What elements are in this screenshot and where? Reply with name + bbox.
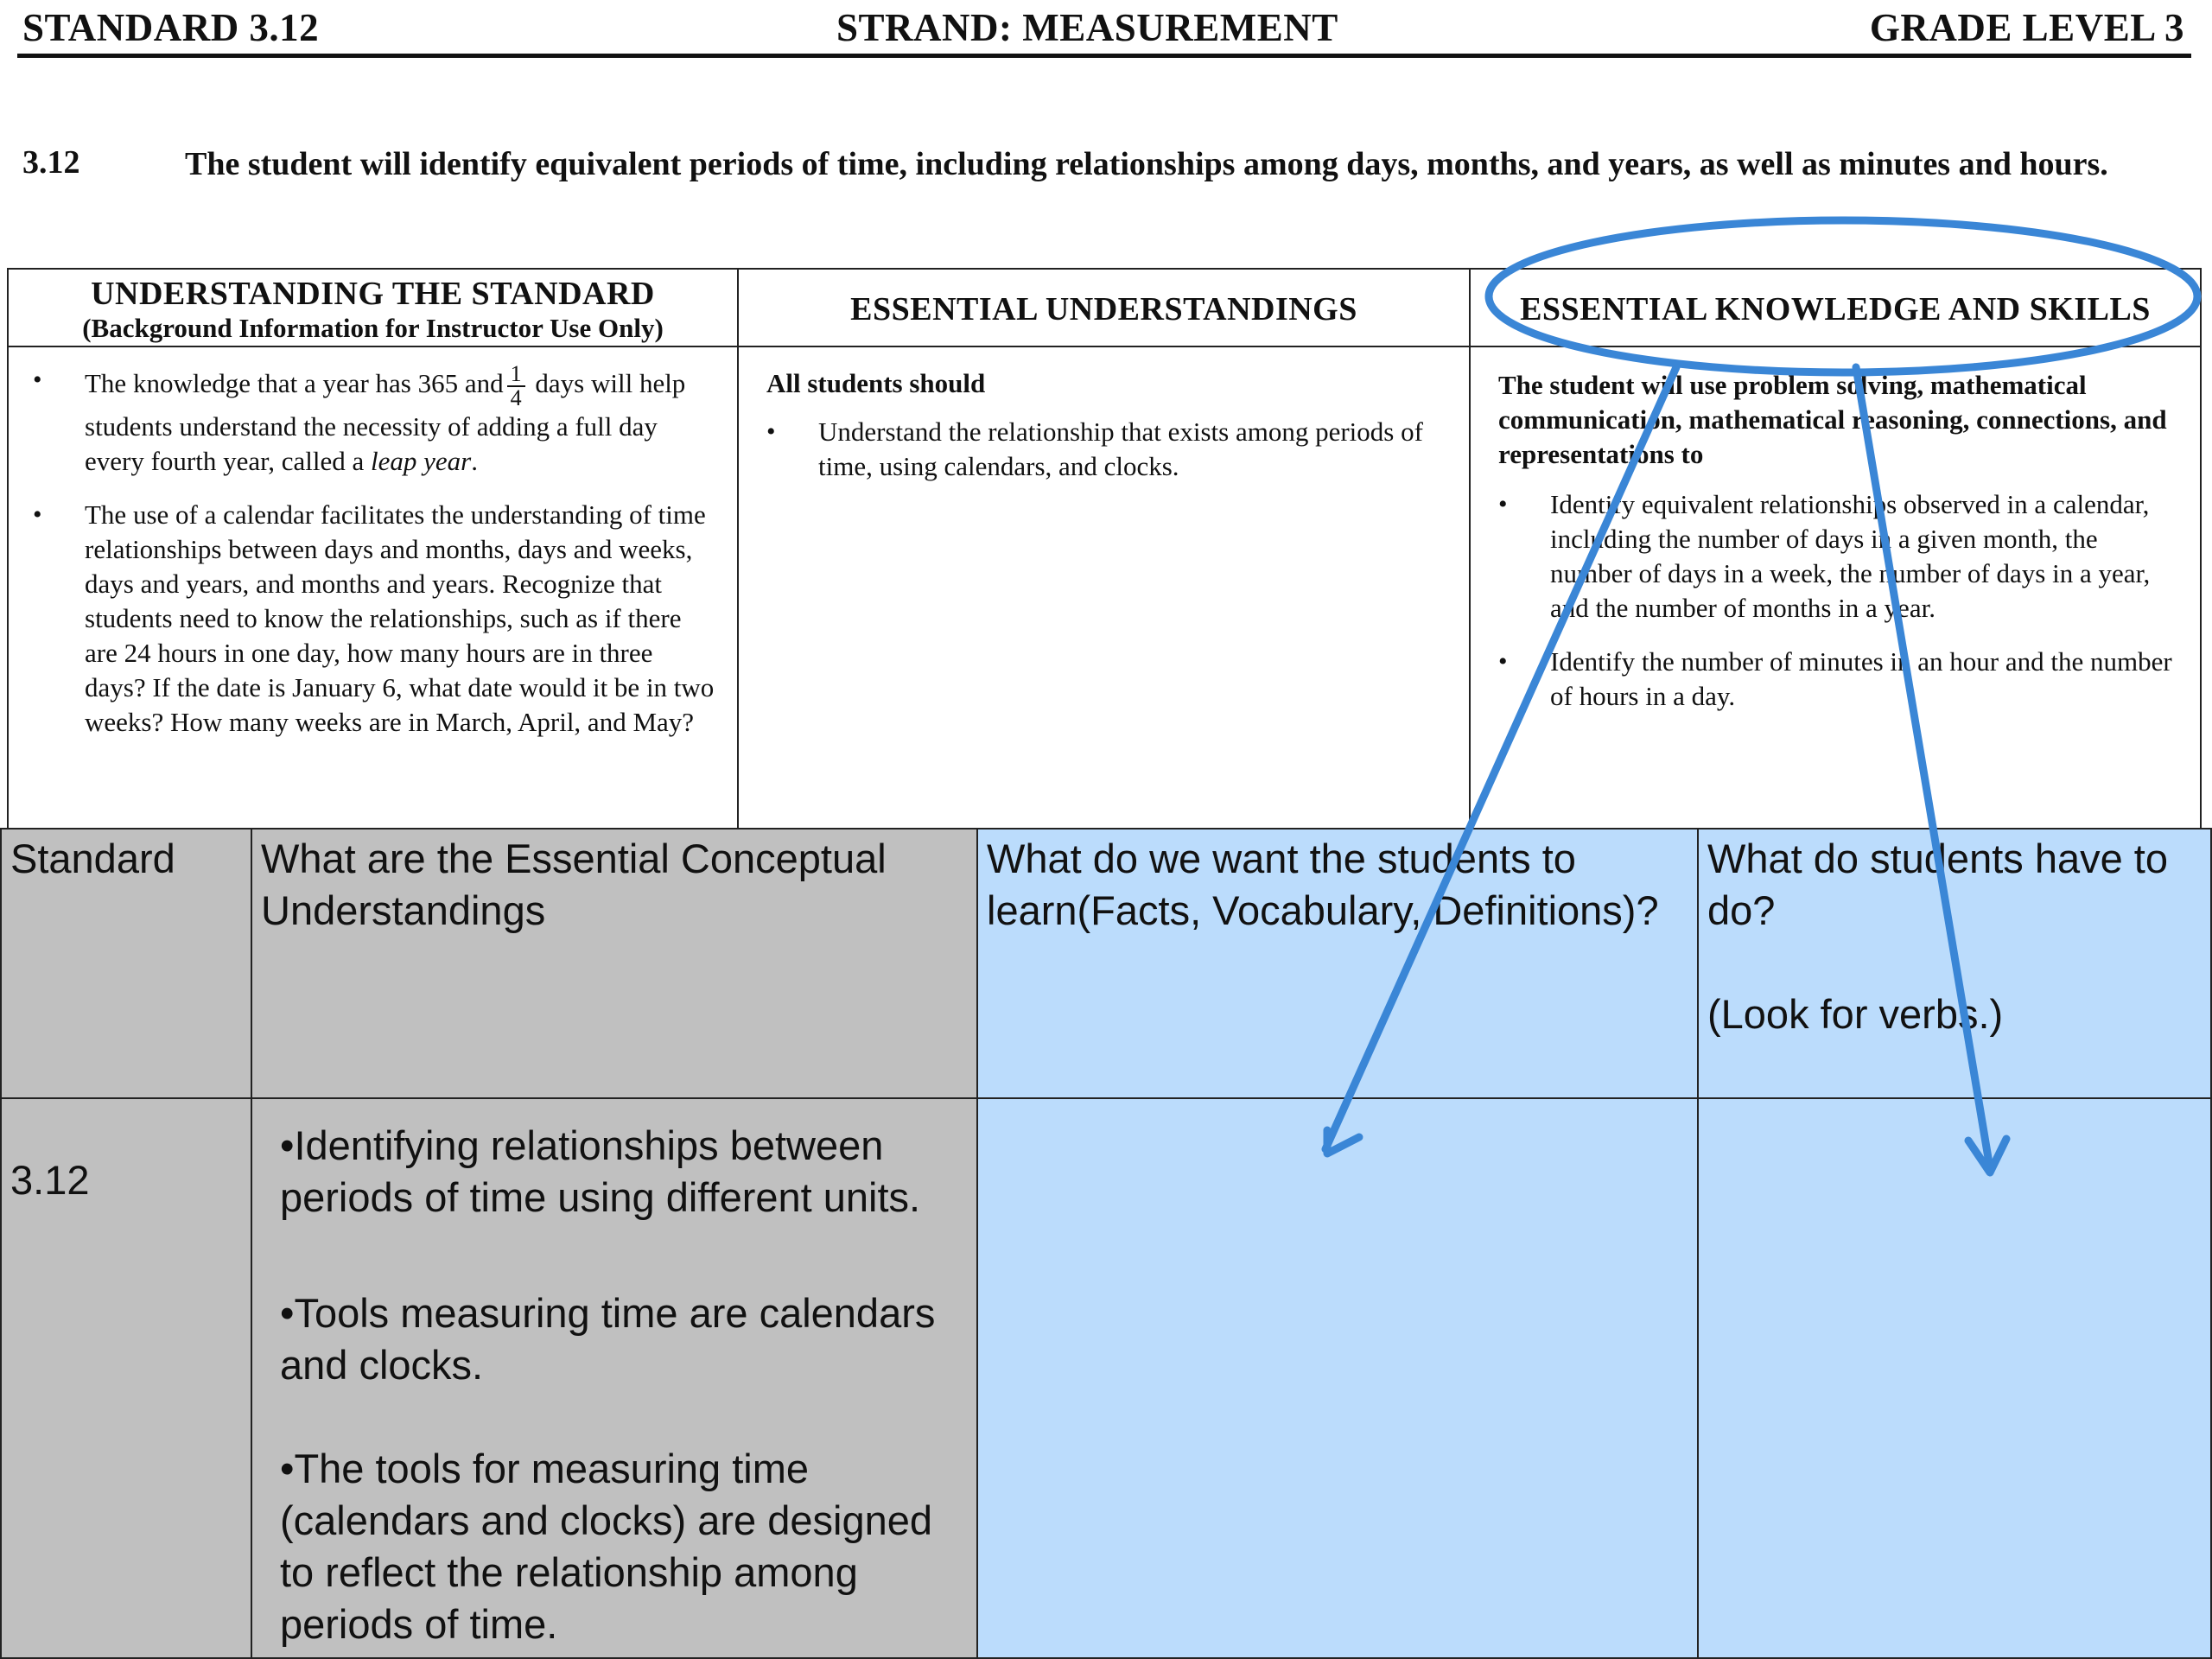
planning-header-conceptual-text: What are the Essential Conceptual Understandings bbox=[261, 836, 887, 933]
statement-text: The student will identify equivalent periods of time, including relationships among days, months, and years, as well as minutes and hours. bbox=[185, 146, 2108, 182]
statement-number: 3.12 bbox=[22, 144, 80, 181]
planning-header-standard-text: Standard bbox=[10, 836, 175, 881]
curriculum-col3-header bbox=[1469, 268, 2202, 347]
planning-row-do[interactable] bbox=[1697, 1097, 2212, 1659]
curriculum-col1-header bbox=[7, 268, 739, 347]
curriculum-col2-body bbox=[737, 346, 1471, 831]
col3-bullet-2: • Identify the number of minutes in an hour and the number of hours in a day. bbox=[1498, 645, 2179, 714]
header-rule bbox=[17, 54, 2191, 58]
header-standard: STANDARD 3.12 bbox=[22, 6, 320, 49]
col2-intro: All students should bbox=[766, 368, 986, 398]
planning-header-do bbox=[1697, 828, 2212, 1099]
planning-header-learn bbox=[976, 828, 1699, 1099]
col1-bullet-2: • The use of a calendar facilitates the understanding of time relationships between days and months, days and weeks, days and years, and months and years. Recognize that students need to know the relationships, such as if there are 24 hours in one day, how many hours are in three days? If the date is January 6, what date would it be in two weeks? How many weeks are in March, April, and May? bbox=[33, 498, 720, 740]
col3-bullet-1: • Identify equivalent relationships observed in a calendar, including the number of days in a given month, the number of days in a week, the number of days in a year, and the number of months in a year. bbox=[1498, 487, 2179, 626]
conceptual-item-2: •Tools measuring time are calendars and clocks. bbox=[280, 1290, 936, 1388]
planning-header-standard bbox=[0, 828, 252, 1099]
header-strand: STRAND: MEASUREMENT bbox=[836, 6, 1338, 49]
col1-title: UNDERSTANDING THE STANDARD bbox=[91, 276, 655, 312]
curriculum-col1-body bbox=[7, 346, 739, 831]
col1-subtitle: (Background Information for Instructor Use Only) bbox=[82, 313, 664, 343]
col1-bullet-1: • The knowledge that a year has 365 and $\frac{1}{4}$ days will help students understand the necessity of adding a full day every fourth year, called a leap year. bbox=[33, 363, 720, 479]
curriculum-col2-header bbox=[737, 268, 1471, 347]
header-grade: GRADE LEVEL 3 bbox=[1869, 6, 2184, 49]
conceptual-item-1: •Identifying relationships between periods of time using different units. bbox=[280, 1122, 921, 1220]
planning-header-conceptual bbox=[251, 828, 978, 1099]
curriculum-col3-body bbox=[1469, 346, 2202, 831]
col2-bullet-1: • Understand the relationship that exists among periods of time, using calendars, and clocks. bbox=[766, 415, 1448, 484]
planning-header-do-note: (Look for verbs.) bbox=[1707, 991, 2004, 1037]
planning-row-standard bbox=[0, 1097, 252, 1659]
planning-header-do-text: What do students have to do? bbox=[1707, 836, 2168, 933]
col3-intro: The student will use problem solving, mathematical communication, mathematical reasoning, connections, and representations to bbox=[1498, 370, 2167, 469]
planning-header-learn-text: What do we want the students to learn(Facts, Vocabulary, Definitions)? bbox=[987, 836, 1659, 933]
planning-row-standard-text: 3.12 bbox=[10, 1157, 90, 1203]
fraction-one-quarter: $\frac{1}{4}$ bbox=[507, 363, 525, 410]
col2-title: ESSENTIAL UNDERSTANDINGS bbox=[850, 291, 1357, 327]
planning-row-learn[interactable] bbox=[976, 1097, 1699, 1659]
conceptual-item-3: •The tools for measuring time (calendars and clocks) are designed to reflect the relationship among periods of time. bbox=[280, 1446, 933, 1647]
col3-title: ESSENTIAL KNOWLEDGE AND SKILLS bbox=[1520, 291, 2151, 327]
planning-row-conceptual bbox=[251, 1097, 978, 1659]
